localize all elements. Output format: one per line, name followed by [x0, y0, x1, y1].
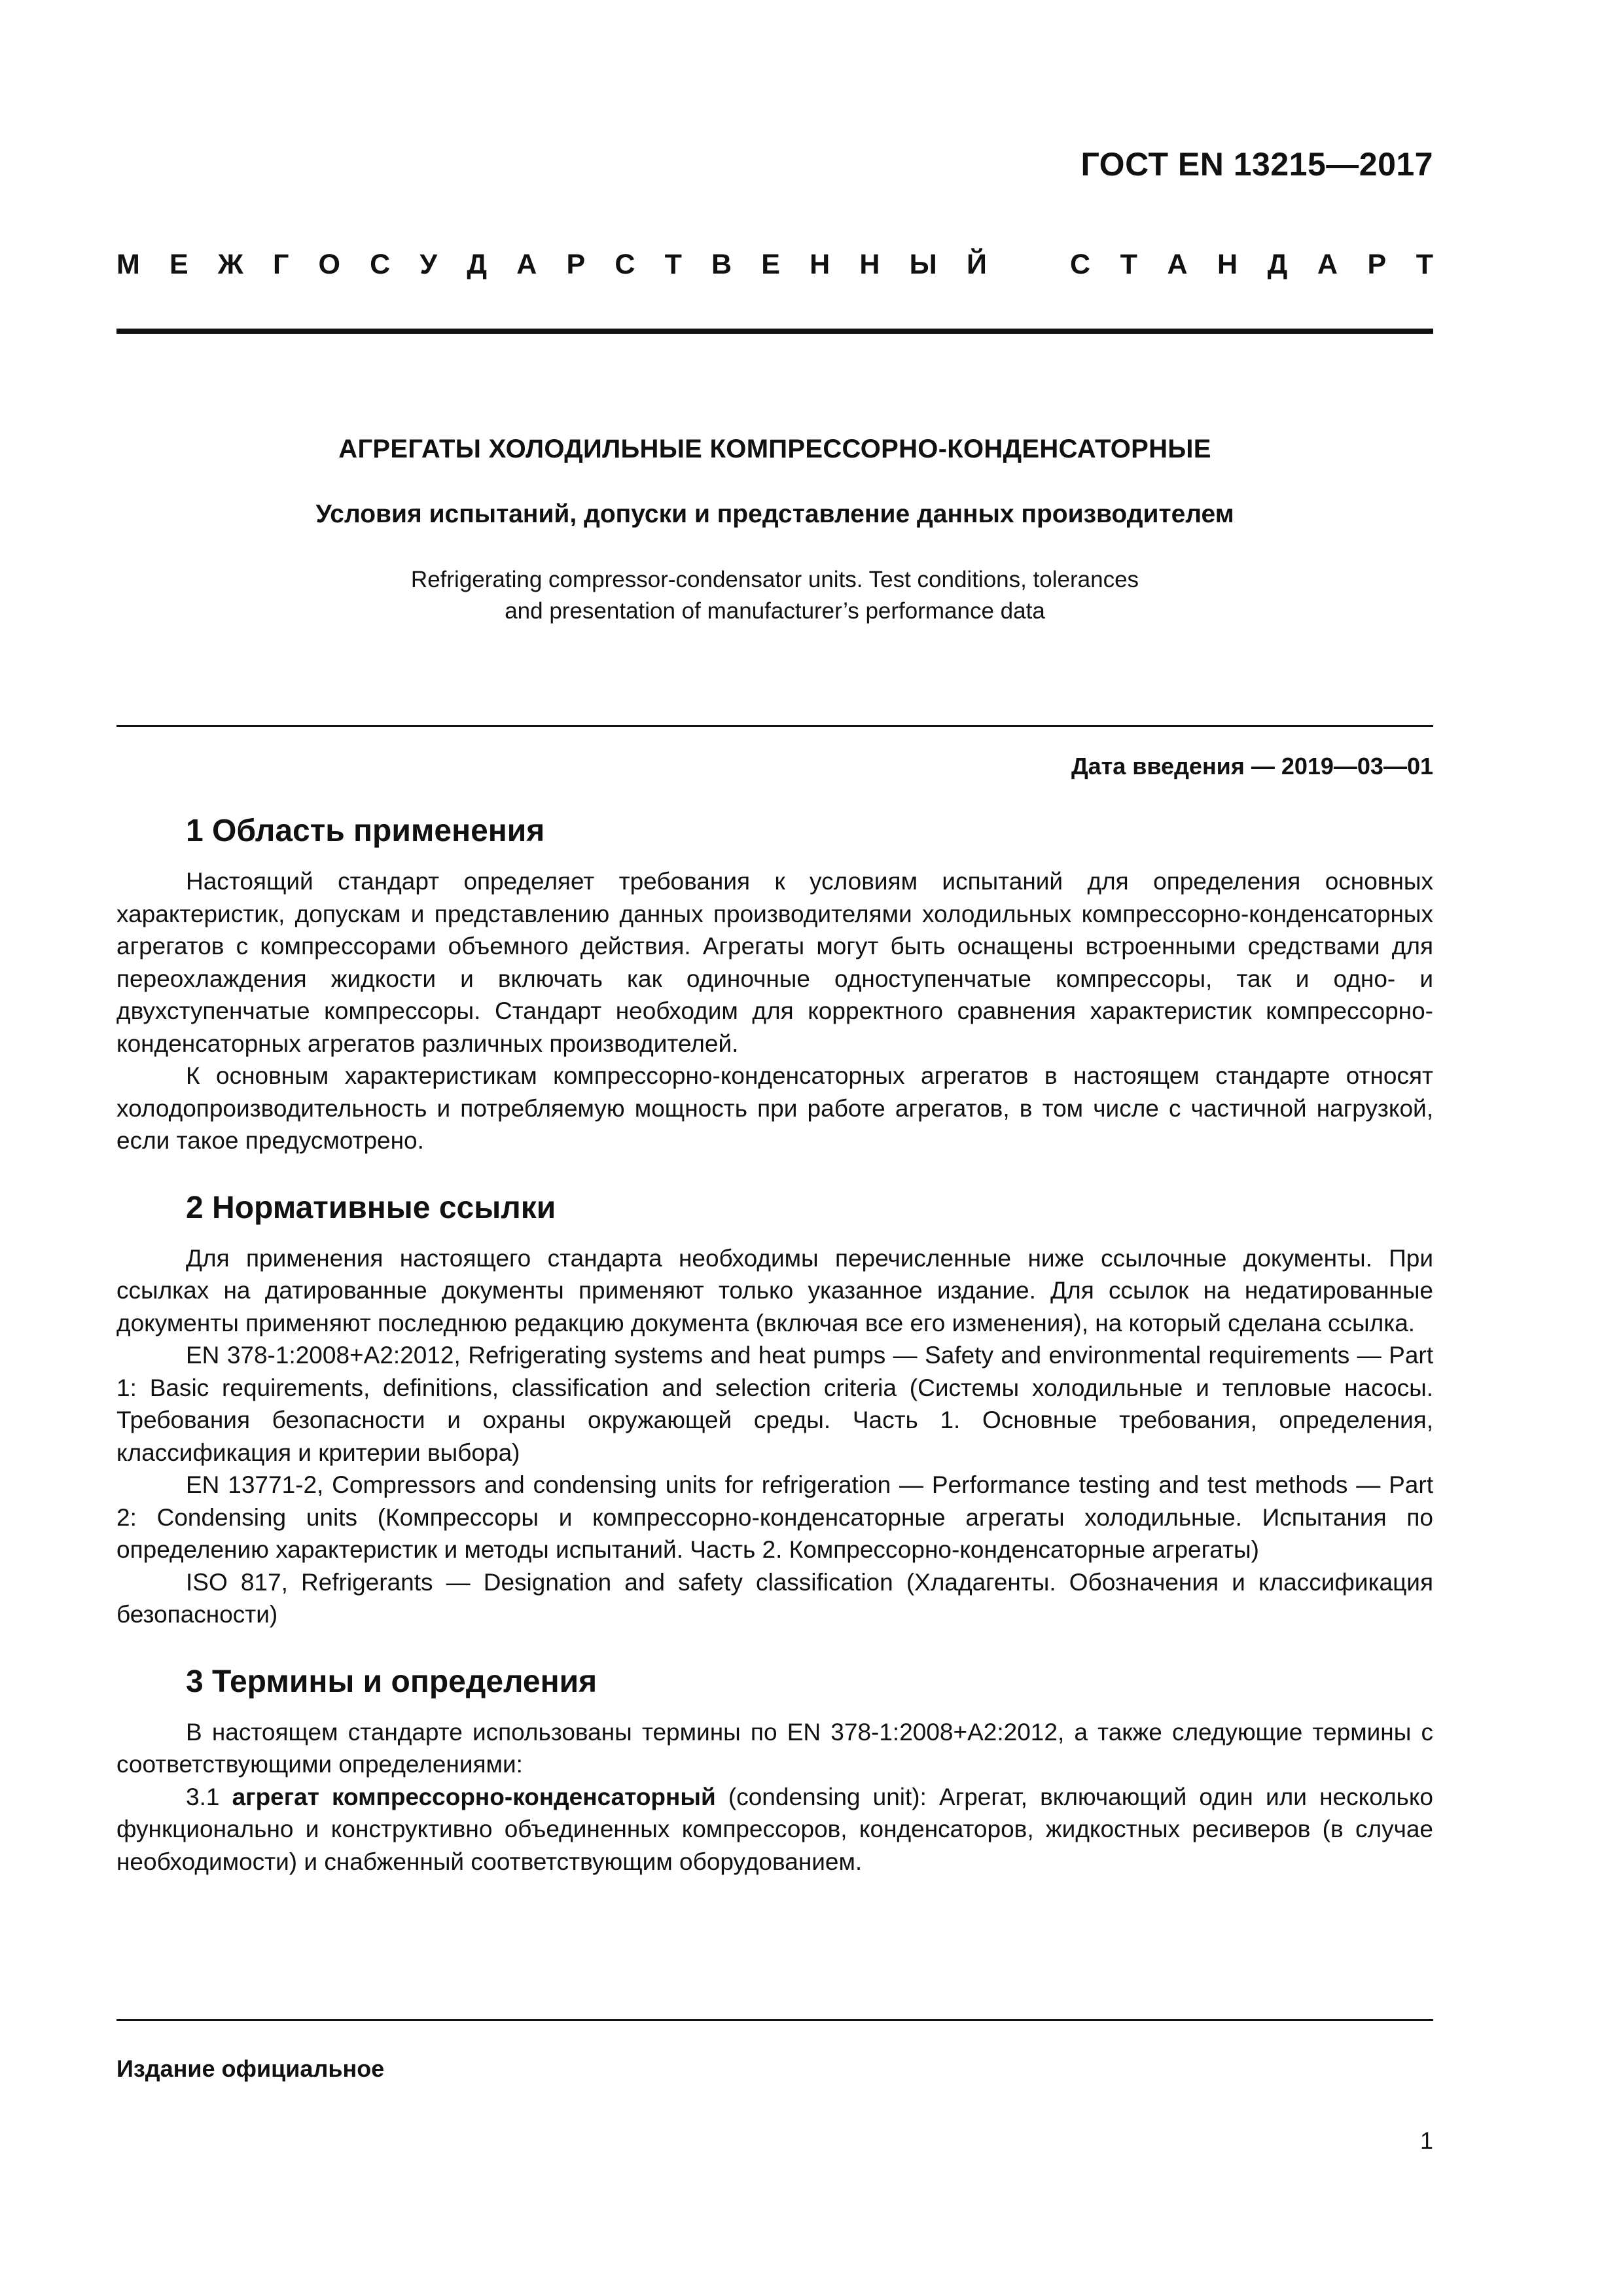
letter: Е	[169, 249, 188, 280]
letter: Н	[859, 249, 880, 280]
footer-divider	[116, 2019, 1433, 2021]
letter: Т	[1416, 249, 1433, 280]
document-subtitle: Условия испытаний, допуски и представление данных производителем	[315, 500, 1234, 528]
section-1-paragraph-2: К основным характеристикам компрессорно-конденсаторных агрегатов в настоящем стандарте относят холодопроизводительность и потребляемую мощность при работе агрегатов, в том числе с частичной нагрузкой, если такое предусмотрено.	[116, 1062, 1433, 1154]
header-divider-thick	[116, 329, 1433, 334]
letter: Д	[1267, 249, 1288, 280]
letter: Т	[664, 249, 682, 280]
letter: А	[516, 249, 537, 280]
letter: Н	[1217, 249, 1238, 280]
term-number: 3.1	[186, 1783, 220, 1810]
letter: Р	[1367, 249, 1387, 280]
letter: Р	[566, 249, 586, 280]
letter: С	[615, 249, 635, 280]
interstate-word-1	[116, 249, 987, 281]
letter: Ж	[217, 249, 243, 280]
english-title	[116, 564, 1433, 627]
english-title-line-2: and presentation of manufacturer’s performance data	[505, 598, 1045, 624]
letter: Е	[761, 249, 780, 280]
section-1-paragraph-1: Настоящий стандарт определяет требования к условиям испытаний для определения основных характеристик, допускам и представлению данных производителями холодильных компрессорно-конденсаторных агрегатов с компрессорами объемного действия. Агрегаты могут быть оснащены встроенными средствами для переохлаждения жидкости и включать как одиночные одноступенчатые компрессоры, так и одно- и двухступенчатые компрессоры. Стандарт необходим для корректного сравнения характеристик компрессорно-конденсаторных агрегатов различных производителей.	[116, 868, 1433, 1057]
letter: В	[711, 249, 732, 280]
section-2-reference-en-13771: EN 13771-2, Compressors and condensing units for refrigeration — Performance testing and test methods — Part 2: Condensing units (Компрессоры и компрессорно-конденсаторные агрегаты холодильные. Испытания по определению характеристик и методы испытаний. Часть 2. Компрессорно-конденсаторные агрегаты)	[116, 1471, 1433, 1563]
document-body	[116, 812, 1433, 1878]
document-title: АГРЕГАТЫ ХОЛОДИЛЬНЫЕ КОМПРЕССОРНО-КОНДЕНСАТОРНЫЕ	[338, 435, 1211, 463]
english-title-line-1: Refrigerating compressor-condensator units. Test conditions, tolerances	[410, 567, 1139, 592]
section-2-paragraph-1: Для применения настоящего стандарта необходимы перечисленные ниже ссылочные документы. При ссылках на датированные документы применяют только указанное издание. Для ссылок на недатированные документы применяют последнюю редакцию документа (включая все его изменения), на который сделана ссылка.	[116, 1244, 1433, 1336]
letter: Ы	[909, 249, 937, 280]
letter: С	[1070, 249, 1091, 280]
interstate-standard-heading	[116, 249, 1433, 281]
section-2-heading: 2 Нормативные ссылки	[186, 1190, 556, 1225]
official-edition-label: Издание официальное	[116, 2055, 385, 2082]
letter: Й	[966, 249, 987, 280]
letter: Н	[810, 249, 830, 280]
section-3-term-definition	[116, 1781, 1433, 1878]
letter: Д	[467, 249, 487, 280]
term-name: агрегат компрессорно-конденсаторный	[232, 1783, 716, 1810]
letter: О	[318, 249, 340, 280]
introduction-date: Дата введения — 2019—03—01	[1071, 753, 1433, 780]
letter: Т	[1120, 249, 1137, 280]
letter: А	[1317, 249, 1338, 280]
title-divider	[116, 725, 1433, 727]
letter: У	[419, 249, 438, 280]
term-definition-text: (condensing unit): Агрегат, включающий один или несколько функционально и конструктивно объединенных компрессоров, конденсаторов, жидкостных ресиверов (в случае необходимости) и снабженный соответствующим оборудованием.	[116, 1783, 1434, 1875]
letter: С	[370, 249, 391, 280]
page-number: 1	[1419, 2127, 1433, 2154]
letter: Г	[272, 249, 289, 280]
section-1-heading: 1 Область применения	[186, 814, 545, 848]
letter: А	[1167, 249, 1188, 280]
section-2-reference-iso-817: ISO 817, Refrigerants — Designation and safety classification (Хладагенты. Обозначения и классификация безопасности)	[116, 1568, 1433, 1628]
section-3-paragraph-1: В настоящем стандарте использованы термины по EN 378-1:2008+A2:2012, а также следующие термины с соответствующими определениями:	[116, 1718, 1433, 1778]
section-2-reference-en-378: EN 378-1:2008+A2:2012, Refrigerating systems and heat pumps — Safety and environmental requirements — Part 1: Basic requirements, definitions, classification and selection criteria (Системы холодильные и тепловые насосы. Требования безопасности и охраны окружающей среды. Часть 1. Основные требования, определения, классификация и критерии выбора)	[116, 1342, 1433, 1466]
interstate-word-2	[1070, 249, 1433, 281]
letter: М	[116, 249, 140, 280]
standard-code: ГОСТ EN 13215—2017	[1080, 146, 1433, 183]
section-3-heading: 3 Термины и определения	[186, 1664, 597, 1699]
